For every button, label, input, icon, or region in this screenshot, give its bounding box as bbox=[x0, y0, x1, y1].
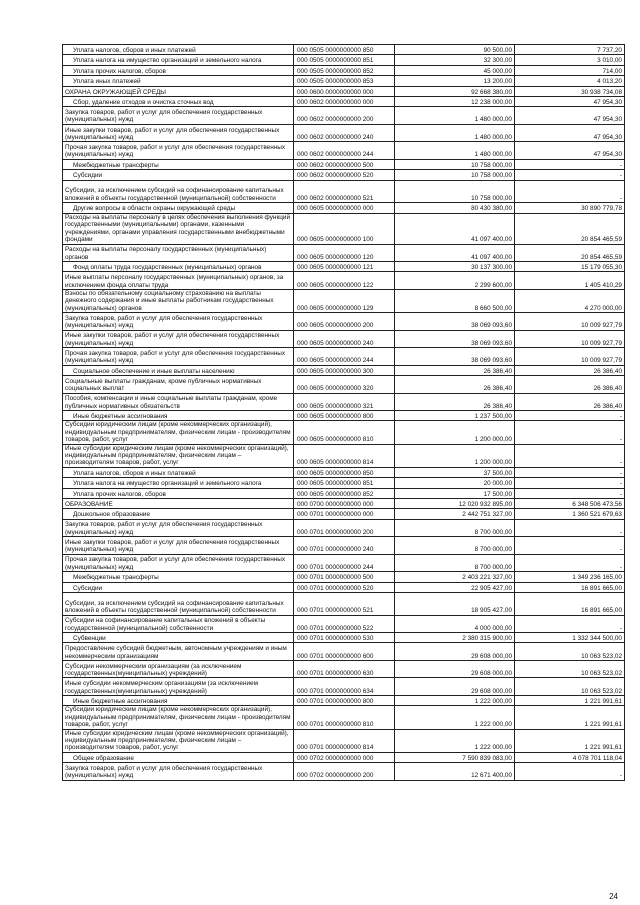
row-code-cell: 000 0602 0000000000 521 bbox=[294, 180, 395, 203]
row-exec-cell: - bbox=[515, 537, 625, 555]
row-plan-cell: 10 758 000,00 bbox=[395, 180, 515, 203]
table-row bbox=[63, 159, 625, 169]
row-plan-cell: 2 403 221 327,00 bbox=[395, 572, 515, 582]
budget-table-body bbox=[63, 45, 625, 781]
row-plan-cell: 22 905 427,00 bbox=[395, 582, 515, 592]
table-row bbox=[63, 124, 625, 142]
row-code-cell: 000 0701 0000000000 520 bbox=[294, 582, 395, 592]
row-name-cell: Субсидии юридическим лицам (кроме некоммерческих организаций), индивидуальным предпринимателям, физическим лицам - производителям товаров, работ, услуг bbox=[63, 706, 294, 729]
row-code-cell: 000 0701 0000000000 800 bbox=[294, 695, 395, 705]
row-plan-cell: 29 608 000,00 bbox=[395, 660, 515, 678]
row-name-cell: Фонд оплаты труда государственных (муниципальных) органов bbox=[63, 262, 294, 272]
table-row bbox=[63, 393, 625, 411]
row-name-cell: Иные закупки товаров, работ и услуг для обеспечения государственных (муниципальных) нужд bbox=[63, 330, 294, 348]
row-exec-cell: 714,00 bbox=[515, 65, 625, 75]
row-exec-cell: 4 078 701 118,04 bbox=[515, 752, 625, 762]
row-plan-cell: 38 069 093,60 bbox=[395, 348, 515, 366]
row-code-cell: 000 0605 0000000000 851 bbox=[294, 478, 395, 488]
row-name-cell: Иные бюджетные ассигнования bbox=[63, 695, 294, 705]
budget-table bbox=[62, 44, 625, 781]
row-name-cell: Прочая закупка товаров, работ и услуг для обеспечения государственных (муниципальных) нужд bbox=[63, 348, 294, 366]
row-code-cell: 000 0701 0000000000 521 bbox=[294, 593, 395, 616]
row-name-cell: Уплата налогов, сборов и иных платежей bbox=[63, 467, 294, 477]
row-plan-cell: 7 590 839 083,00 bbox=[395, 752, 515, 762]
row-code-cell: 000 0600 0000000000 000 bbox=[294, 86, 395, 96]
row-plan-cell: 10 758 000,00 bbox=[395, 170, 515, 180]
row-name-cell: Сбор, удаление отходов и очистка сточных вод bbox=[63, 96, 294, 106]
row-plan-cell: 17 500,00 bbox=[395, 488, 515, 498]
row-exec-cell: 1 360 521 679,63 bbox=[515, 509, 625, 519]
row-exec-cell: 10 009 927,79 bbox=[515, 348, 625, 366]
row-code-cell: 000 0701 0000000000 000 bbox=[294, 509, 395, 519]
row-plan-cell: 1 237 500,00 bbox=[395, 411, 515, 421]
row-exec-cell: 16 891 665,00 bbox=[515, 582, 625, 592]
row-name-cell: Иные закупки товаров, работ и услуг для обеспечения государственных (муниципальных) нужд bbox=[63, 537, 294, 555]
row-code-cell: 000 0701 0000000000 500 bbox=[294, 572, 395, 582]
row-plan-cell: 30 137 300,00 bbox=[395, 262, 515, 272]
row-code-cell: 000 0602 0000000000 500 bbox=[294, 159, 395, 169]
row-name-cell: Иные бюджетные ассигнования bbox=[63, 411, 294, 421]
row-exec-cell: - bbox=[515, 444, 625, 467]
row-code-cell: 000 0605 0000000000 810 bbox=[294, 421, 395, 444]
row-code-cell: 000 0701 0000000000 630 bbox=[294, 660, 395, 678]
row-exec-cell: 1 349 236 165,00 bbox=[515, 572, 625, 582]
row-name-cell: Субвенции bbox=[63, 633, 294, 643]
row-exec-cell: - bbox=[515, 411, 625, 421]
row-name-cell: Уплата иных платежей bbox=[63, 76, 294, 86]
row-plan-cell: 1 222 000,00 bbox=[395, 706, 515, 729]
row-name-cell: Субсидии на софинансирование капитальных вложений в объекты государственной (муниципальной) собственности bbox=[63, 615, 294, 633]
table-row bbox=[63, 509, 625, 519]
row-name-cell: Закупка товаров, работ и услуг для обеспечения государственных (муниципальных) нужд bbox=[63, 107, 294, 125]
row-name-cell: Расходы на выплаты персоналу государственных (муниципальных) органов bbox=[63, 244, 294, 262]
row-plan-cell: 12 671 400,00 bbox=[395, 763, 515, 781]
row-plan-cell: 8 700 000,00 bbox=[395, 537, 515, 555]
row-plan-cell: 20 000,00 bbox=[395, 478, 515, 488]
page-number: 24 bbox=[609, 892, 618, 901]
table-row bbox=[63, 262, 625, 272]
table-row bbox=[63, 752, 625, 762]
row-exec-cell: - bbox=[515, 488, 625, 498]
table-row bbox=[63, 444, 625, 467]
row-plan-cell: 13 200,00 bbox=[395, 76, 515, 86]
table-row bbox=[63, 203, 625, 213]
row-exec-cell: - bbox=[515, 478, 625, 488]
table-row bbox=[63, 65, 625, 75]
row-exec-cell: - bbox=[515, 763, 625, 781]
row-name-cell: Уплата налогов, сборов и иных платежей bbox=[63, 45, 294, 55]
row-name-cell: Предоставление субсидий бюджетным, автономным учреждениям и иным некоммерческим организациям bbox=[63, 643, 294, 661]
row-plan-cell: 2 442 751 327,00 bbox=[395, 509, 515, 519]
row-plan-cell: 4 000 000,00 bbox=[395, 615, 515, 633]
table-row bbox=[63, 272, 625, 290]
table-row bbox=[63, 107, 625, 125]
row-exec-cell: - bbox=[515, 159, 625, 169]
row-plan-cell: 38 069 093,60 bbox=[395, 330, 515, 348]
row-plan-cell: 29 608 000,00 bbox=[395, 643, 515, 661]
table-row bbox=[63, 519, 625, 537]
row-exec-cell: - bbox=[515, 615, 625, 633]
table-row bbox=[63, 76, 625, 86]
row-name-cell: Иные субсидии юридическим лицам (кроме некоммерческих организаций), индивидуальным предпринимателям, физическим лицам – производителям товаров, работ, услуг bbox=[63, 444, 294, 467]
table-row bbox=[63, 142, 625, 160]
row-name-cell: Межбюджетные трансферты bbox=[63, 159, 294, 169]
row-plan-cell: 32 300,00 bbox=[395, 55, 515, 65]
row-plan-cell: 12 238 000,00 bbox=[395, 96, 515, 106]
row-code-cell: 000 0605 0000000000 121 bbox=[294, 262, 395, 272]
row-plan-cell: 8 700 000,00 bbox=[395, 554, 515, 572]
row-exec-cell: 1 405 410,29 bbox=[515, 272, 625, 290]
row-exec-cell: 1 221 991,61 bbox=[515, 729, 625, 752]
row-code-cell: 000 0605 0000000000 244 bbox=[294, 348, 395, 366]
row-name-cell: Субсидии некоммерческим организациям (за исключением государственных(муниципальных) учреждений) bbox=[63, 660, 294, 678]
row-plan-cell: 2 299 600,00 bbox=[395, 272, 515, 290]
row-code-cell: 000 0700 0000000000 000 bbox=[294, 499, 395, 509]
row-plan-cell: 1 222 000,00 bbox=[395, 729, 515, 752]
row-name-cell: ОХРАНА ОКРУЖАЮЩЕЙ СРЕДЫ bbox=[63, 86, 294, 96]
row-exec-cell: 47 954,30 bbox=[515, 142, 625, 160]
row-name-cell: Взносы по обязательному социальному страхованию на выплаты денежного содержания и иные выплаты работникам государственных (муниципальных) органов bbox=[63, 289, 294, 312]
table-row bbox=[63, 376, 625, 394]
row-code-cell: 000 0701 0000000000 530 bbox=[294, 633, 395, 643]
row-plan-cell: 41 097 400,00 bbox=[395, 244, 515, 262]
table-row bbox=[63, 365, 625, 375]
row-code-cell: 000 0701 0000000000 810 bbox=[294, 706, 395, 729]
row-exec-cell: 16 891 665,00 bbox=[515, 593, 625, 616]
row-code-cell: 000 0701 0000000000 814 bbox=[294, 729, 395, 752]
row-plan-cell: 92 668 380,00 bbox=[395, 86, 515, 96]
row-exec-cell: 10 063 523,02 bbox=[515, 643, 625, 661]
table-row bbox=[63, 170, 625, 180]
row-plan-cell: 8 700 000,00 bbox=[395, 519, 515, 537]
row-name-cell: Уплата прочих налогов, сборов bbox=[63, 65, 294, 75]
row-exec-cell: - bbox=[515, 554, 625, 572]
row-plan-cell: 1 200 000,00 bbox=[395, 444, 515, 467]
row-plan-cell: 1 200 000,00 bbox=[395, 421, 515, 444]
row-code-cell: 000 0605 0000000000 122 bbox=[294, 272, 395, 290]
row-code-cell: 000 0605 0000000000 320 bbox=[294, 376, 395, 394]
row-exec-cell: 10 009 927,79 bbox=[515, 313, 625, 331]
table-row bbox=[63, 499, 625, 509]
row-name-cell: Прочая закупка товаров, работ и услуг для обеспечения государственных (муниципальных) нужд bbox=[63, 554, 294, 572]
row-plan-cell: 8 660 500,00 bbox=[395, 289, 515, 312]
row-name-cell: Закупка товаров, работ и услуг для обеспечения государственных (муниципальных) нужд bbox=[63, 519, 294, 537]
row-code-cell: 000 0605 0000000000 814 bbox=[294, 444, 395, 467]
row-name-cell: Иные субсидии некоммерческим организациям (за исключением государственных(муниципальных) учреждений) bbox=[63, 678, 294, 696]
row-exec-cell: 15 179 055,30 bbox=[515, 262, 625, 272]
row-exec-cell: 10 063 523,02 bbox=[515, 660, 625, 678]
row-plan-cell: 29 608 000,00 bbox=[395, 678, 515, 696]
row-exec-cell: 7 737,20 bbox=[515, 45, 625, 55]
row-name-cell: Социальные выплаты гражданам, кроме публичных нормативных социальных выплат bbox=[63, 376, 294, 394]
table-row bbox=[63, 421, 625, 444]
table-row bbox=[63, 478, 625, 488]
row-exec-cell: 6 348 506 473,56 bbox=[515, 499, 625, 509]
row-plan-cell: 1 480 000,00 bbox=[395, 107, 515, 125]
row-name-cell: Иные выплаты персоналу государственных (муниципальных) органов, за исключением фонда оплаты труда bbox=[63, 272, 294, 290]
table-row bbox=[63, 582, 625, 592]
row-code-cell: 000 0602 0000000000 244 bbox=[294, 142, 395, 160]
row-code-cell: 000 0701 0000000000 600 bbox=[294, 643, 395, 661]
row-code-cell: 000 0605 0000000000 120 bbox=[294, 244, 395, 262]
row-name-cell: Уплата налога на имущество организаций и земельного налога bbox=[63, 55, 294, 65]
row-exec-cell: 1 221 991,61 bbox=[515, 695, 625, 705]
table-row bbox=[63, 467, 625, 477]
row-plan-cell: 18 905 427,00 bbox=[395, 593, 515, 616]
row-name-cell: Пособия, компенсации и иные социальные выплаты гражданам, кроме публичных нормативных обязательств bbox=[63, 393, 294, 411]
row-name-cell: Общее образование bbox=[63, 752, 294, 762]
row-plan-cell: 38 069 093,60 bbox=[395, 313, 515, 331]
row-code-cell: 000 0701 0000000000 240 bbox=[294, 537, 395, 555]
row-code-cell: 000 0505 0000000000 852 bbox=[294, 65, 395, 75]
row-code-cell: 000 0701 0000000000 634 bbox=[294, 678, 395, 696]
row-code-cell: 000 0605 0000000000 850 bbox=[294, 467, 395, 477]
row-exec-cell: 4 013,20 bbox=[515, 76, 625, 86]
table-row bbox=[63, 729, 625, 752]
row-exec-cell: 26 386,40 bbox=[515, 365, 625, 375]
row-name-cell: Субсидии юридическим лицам (кроме некоммерческих организаций), индивидуальным предпринимателям, физическим лицам - производителям товаров, работ, услуг bbox=[63, 421, 294, 444]
row-code-cell: 000 0602 0000000000 000 bbox=[294, 96, 395, 106]
row-exec-cell: 26 386,40 bbox=[515, 393, 625, 411]
row-plan-cell: 12 020 932 895,00 bbox=[395, 499, 515, 509]
row-name-cell: Другие вопросы в области охраны окружающей среды bbox=[63, 203, 294, 213]
table-row bbox=[63, 593, 625, 616]
row-code-cell: 000 0605 0000000000 300 bbox=[294, 365, 395, 375]
table-row bbox=[63, 313, 625, 331]
row-exec-cell: 20 854 465,59 bbox=[515, 244, 625, 262]
row-exec-cell: 47 954,30 bbox=[515, 124, 625, 142]
table-row bbox=[63, 633, 625, 643]
row-name-cell: Субсидии bbox=[63, 582, 294, 592]
row-code-cell: 000 0702 0000000000 000 bbox=[294, 752, 395, 762]
row-code-cell: 000 0605 0000000000 000 bbox=[294, 203, 395, 213]
row-exec-cell: - bbox=[515, 180, 625, 203]
row-name-cell: Закупка товаров, работ и услуг для обеспечения государственных (муниципальных) нужд bbox=[63, 313, 294, 331]
row-code-cell: 000 0701 0000000000 522 bbox=[294, 615, 395, 633]
row-exec-cell: - bbox=[515, 519, 625, 537]
table-row bbox=[63, 554, 625, 572]
row-name-cell: Расходы на выплаты персоналу в целях обеспечения выполнения функций государственными (муниципальными) органами, казенными учреждениями, органами управления государственными внебюджетными фондами bbox=[63, 213, 294, 244]
row-name-cell: Уплата прочих налогов, сборов bbox=[63, 488, 294, 498]
row-code-cell: 000 0505 0000000000 853 bbox=[294, 76, 395, 86]
row-exec-cell: 1 221 991,61 bbox=[515, 706, 625, 729]
row-plan-cell: 1 480 000,00 bbox=[395, 124, 515, 142]
table-row bbox=[63, 660, 625, 678]
row-exec-cell: 10 009 927,79 bbox=[515, 330, 625, 348]
row-exec-cell: 1 332 344 500,00 bbox=[515, 633, 625, 643]
row-code-cell: 000 0605 0000000000 321 bbox=[294, 393, 395, 411]
row-exec-cell: 30 938 734,08 bbox=[515, 86, 625, 96]
row-exec-cell: 26 386,40 bbox=[515, 376, 625, 394]
row-name-cell: Межбюджетные трансферты bbox=[63, 572, 294, 582]
row-plan-cell: 10 758 000,00 bbox=[395, 159, 515, 169]
row-code-cell: 000 0602 0000000000 240 bbox=[294, 124, 395, 142]
table-row bbox=[63, 615, 625, 633]
row-exec-cell: 4 270 000,00 bbox=[515, 289, 625, 312]
row-code-cell: 000 0605 0000000000 852 bbox=[294, 488, 395, 498]
row-name-cell: Закупка товаров, работ и услуг для обеспечения государственных (муниципальных) нужд bbox=[63, 763, 294, 781]
row-name-cell: Прочая закупка товаров, работ и услуг для обеспечения государственных (муниципальных) нужд bbox=[63, 142, 294, 160]
row-exec-cell: 47 954,30 bbox=[515, 96, 625, 106]
table-row bbox=[63, 55, 625, 65]
row-plan-cell: 45 000,00 bbox=[395, 65, 515, 75]
row-exec-cell: 30 890 779,78 bbox=[515, 203, 625, 213]
row-name-cell: Иные закупки товаров, работ и услуг для обеспечения государственных (муниципальных) нужд bbox=[63, 124, 294, 142]
row-code-cell: 000 0701 0000000000 200 bbox=[294, 519, 395, 537]
table-row bbox=[63, 348, 625, 366]
row-code-cell: 000 0605 0000000000 800 bbox=[294, 411, 395, 421]
row-plan-cell: 26 386,40 bbox=[395, 376, 515, 394]
row-exec-cell: - bbox=[515, 467, 625, 477]
row-plan-cell: 1 480 000,00 bbox=[395, 142, 515, 160]
row-name-cell: Субсидии bbox=[63, 170, 294, 180]
row-code-cell: 000 0602 0000000000 200 bbox=[294, 107, 395, 125]
row-code-cell: 000 0701 0000000000 244 bbox=[294, 554, 395, 572]
row-exec-cell: 10 063 523,02 bbox=[515, 678, 625, 696]
table-row bbox=[63, 678, 625, 696]
table-row bbox=[63, 96, 625, 106]
table-row bbox=[63, 706, 625, 729]
table-row bbox=[63, 572, 625, 582]
table-row bbox=[63, 488, 625, 498]
table-row bbox=[63, 330, 625, 348]
row-plan-cell: 26 386,40 bbox=[395, 365, 515, 375]
row-plan-cell: 41 097 400,00 bbox=[395, 213, 515, 244]
table-row bbox=[63, 695, 625, 705]
row-code-cell: 000 0605 0000000000 100 bbox=[294, 213, 395, 244]
row-exec-cell: 20 854 465,59 bbox=[515, 213, 625, 244]
row-name-cell: Иные субсидии юридическим лицам (кроме некоммерческих организаций), индивидуальным предпринимателям, физическим лицам – производителям товаров, работ, услуг bbox=[63, 729, 294, 752]
row-plan-cell: 1 222 000,00 bbox=[395, 695, 515, 705]
row-exec-cell: - bbox=[515, 170, 625, 180]
row-name-cell: Субсидии, за исключением субсидий на софинансирование капитальных вложений в объекты государственной (муниципальной) собственности bbox=[63, 593, 294, 616]
row-code-cell: 000 0505 0000000000 850 bbox=[294, 45, 395, 55]
row-code-cell: 000 0605 0000000000 200 bbox=[294, 313, 395, 331]
row-exec-cell: 3 010,00 bbox=[515, 55, 625, 65]
table-row bbox=[63, 86, 625, 96]
row-name-cell: Социальное обеспечение и иные выплаты населению bbox=[63, 365, 294, 375]
table-row bbox=[63, 763, 625, 781]
row-plan-cell: 37 500,00 bbox=[395, 467, 515, 477]
table-row bbox=[63, 213, 625, 244]
row-code-cell: 000 0602 0000000000 520 bbox=[294, 170, 395, 180]
row-name-cell: Уплата налога на имущество организаций и земельного налога bbox=[63, 478, 294, 488]
row-code-cell: 000 0605 0000000000 240 bbox=[294, 330, 395, 348]
row-code-cell: 000 0605 0000000000 129 bbox=[294, 289, 395, 312]
table-row bbox=[63, 537, 625, 555]
row-name-cell: ОБРАЗОВАНИЕ bbox=[63, 499, 294, 509]
row-plan-cell: 80 430 380,00 bbox=[395, 203, 515, 213]
table-row bbox=[63, 180, 625, 203]
table-row bbox=[63, 45, 625, 55]
table-row bbox=[63, 411, 625, 421]
table-row bbox=[63, 643, 625, 661]
row-code-cell: 000 0702 0000000000 200 bbox=[294, 763, 395, 781]
row-plan-cell: 90 500,00 bbox=[395, 45, 515, 55]
row-name-cell: Субсидии, за исключением субсидий на софинансирование капитальных вложений в объекты государственной (муниципальной) собственности bbox=[63, 180, 294, 203]
row-exec-cell: - bbox=[515, 421, 625, 444]
table-row bbox=[63, 289, 625, 312]
table-row bbox=[63, 244, 625, 262]
row-plan-cell: 2 380 315 900,00 bbox=[395, 633, 515, 643]
row-plan-cell: 26 386,40 bbox=[395, 393, 515, 411]
row-name-cell: Дошкольное образование bbox=[63, 509, 294, 519]
row-exec-cell: 47 954,30 bbox=[515, 107, 625, 125]
row-code-cell: 000 0505 0000000000 851 bbox=[294, 55, 395, 65]
